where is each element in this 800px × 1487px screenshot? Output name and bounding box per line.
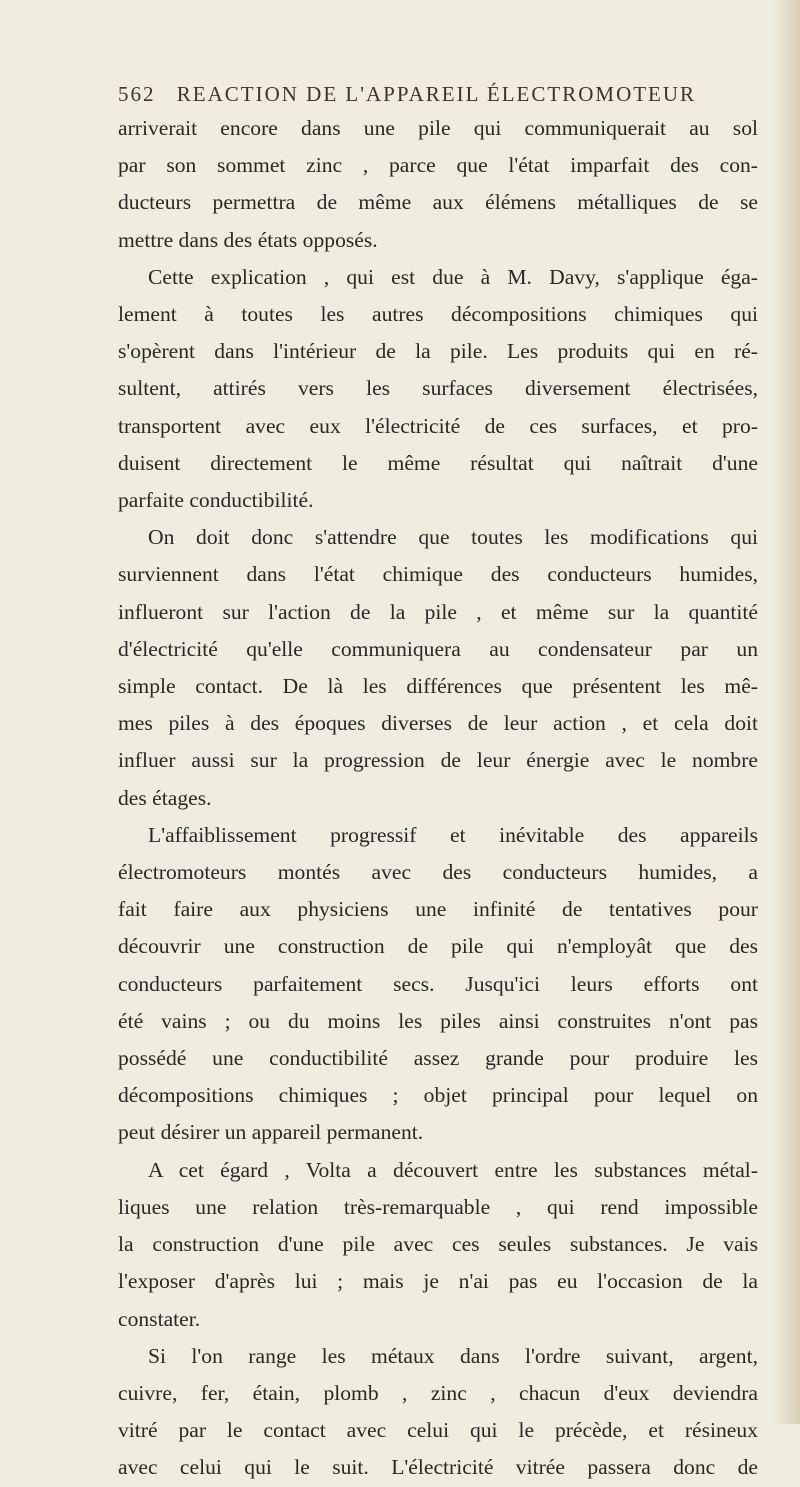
text-line: mettre dans des états opposés. [118, 227, 378, 252]
text-line: liques une relation très-remarquable , qui rend impossible [118, 1194, 758, 1219]
text-line: sultent, attirés vers les surfaces diversement électrisées, [118, 376, 758, 401]
text-line: lement à toutes les autres décompositions chimiques qui [118, 302, 758, 327]
text-line: On doit donc s'attendre que toutes les modifications qui [148, 525, 758, 550]
paragraph [118, 110, 758, 259]
text-line: l'exposer d'après lui ; mais je n'ai pas eu l'occasion de la [118, 1269, 758, 1294]
text-line: découvrir une construction de pile qui n'employât que des [118, 934, 758, 959]
text-line: Cette explication , qui est due à M. Davy, s'applique éga- [148, 264, 758, 289]
text-line: d'électricité qu'elle communiquera au condensateur par un [118, 636, 758, 661]
text-line: constater. [118, 1306, 201, 1331]
text-line: décompositions chimiques ; objet principal pour lequel on [118, 1083, 758, 1108]
text-line: peut désirer un appareil permanent. [118, 1120, 424, 1145]
text-line: L'affaiblissement progressif et inévitable des appareils [148, 822, 758, 847]
text-line: électromoteurs montés avec des conducteurs humides, a [118, 860, 758, 885]
text-line: avec celui qui le suit. L'électricité vitrée passera donc de [118, 1455, 758, 1480]
text-line: mes piles à des époques diverses de leur action , et cela doit [118, 711, 758, 736]
paragraph [118, 1338, 758, 1487]
paragraph [118, 519, 758, 817]
page-number: 562 [118, 82, 156, 106]
text-line: possédé une conductibilité assez grande pour produire les [118, 1046, 758, 1071]
text-line: transportent avec eux l'électricité de ces surfaces, et pro- [118, 413, 758, 438]
running-header [118, 82, 758, 107]
text-line: influer aussi sur la progression de leur énergie avec le nombre [118, 748, 758, 773]
text-line: vitré par le contact avec celui qui le précède, et résineux [118, 1418, 758, 1443]
text-line: conducteurs parfaitement secs. Jusqu'ici leurs efforts ont [118, 971, 758, 996]
paragraph [118, 259, 758, 519]
text-line: simple contact. De là les différences que présentent les mê- [118, 674, 758, 699]
text-line: été vains ; ou du moins les piles ainsi construites n'ont pas [118, 1008, 758, 1033]
text-line: A cet égard , Volta a découvert entre les substances métal- [148, 1157, 758, 1182]
text-line: par son sommet zinc , parce que l'état imparfait des con- [118, 153, 758, 178]
paragraph [118, 817, 758, 1152]
text-line: des étages. [118, 785, 212, 810]
paragraph [118, 1152, 758, 1338]
text-line: Si l'on range les métaux dans l'ordre suivant, argent, [148, 1343, 758, 1368]
text-line: surviennent dans l'état chimique des conducteurs humides, [118, 562, 758, 587]
text-line: arriverait encore dans une pile qui communiquerait au sol [118, 116, 758, 140]
text-line: influeront sur l'action de la pile , et même sur la quantité [118, 599, 758, 624]
body-text [118, 110, 758, 1487]
text-line: parfaite conductibilité. [118, 488, 314, 513]
text-line: ducteurs permettra de même aux élémens métalliques de se [118, 190, 758, 215]
text-line: s'opèrent dans l'intérieur de la pile. Les produits qui en ré- [118, 339, 758, 364]
text-line: cuivre, fer, étain, plomb , zinc , chacun d'eux deviendra [118, 1380, 758, 1405]
text-line: la construction d'une pile avec ces seules substances. Je vais [118, 1232, 758, 1257]
text-line: fait faire aux physiciens une infinité de tentatives pour [118, 897, 758, 922]
page-edge-shadow [774, 0, 800, 1424]
text-line: duisent directement le même résultat qui naîtrait d'une [118, 450, 758, 475]
running-title: REACTION DE L'APPAREIL ÉLECTROMOTEUR [176, 82, 697, 106]
